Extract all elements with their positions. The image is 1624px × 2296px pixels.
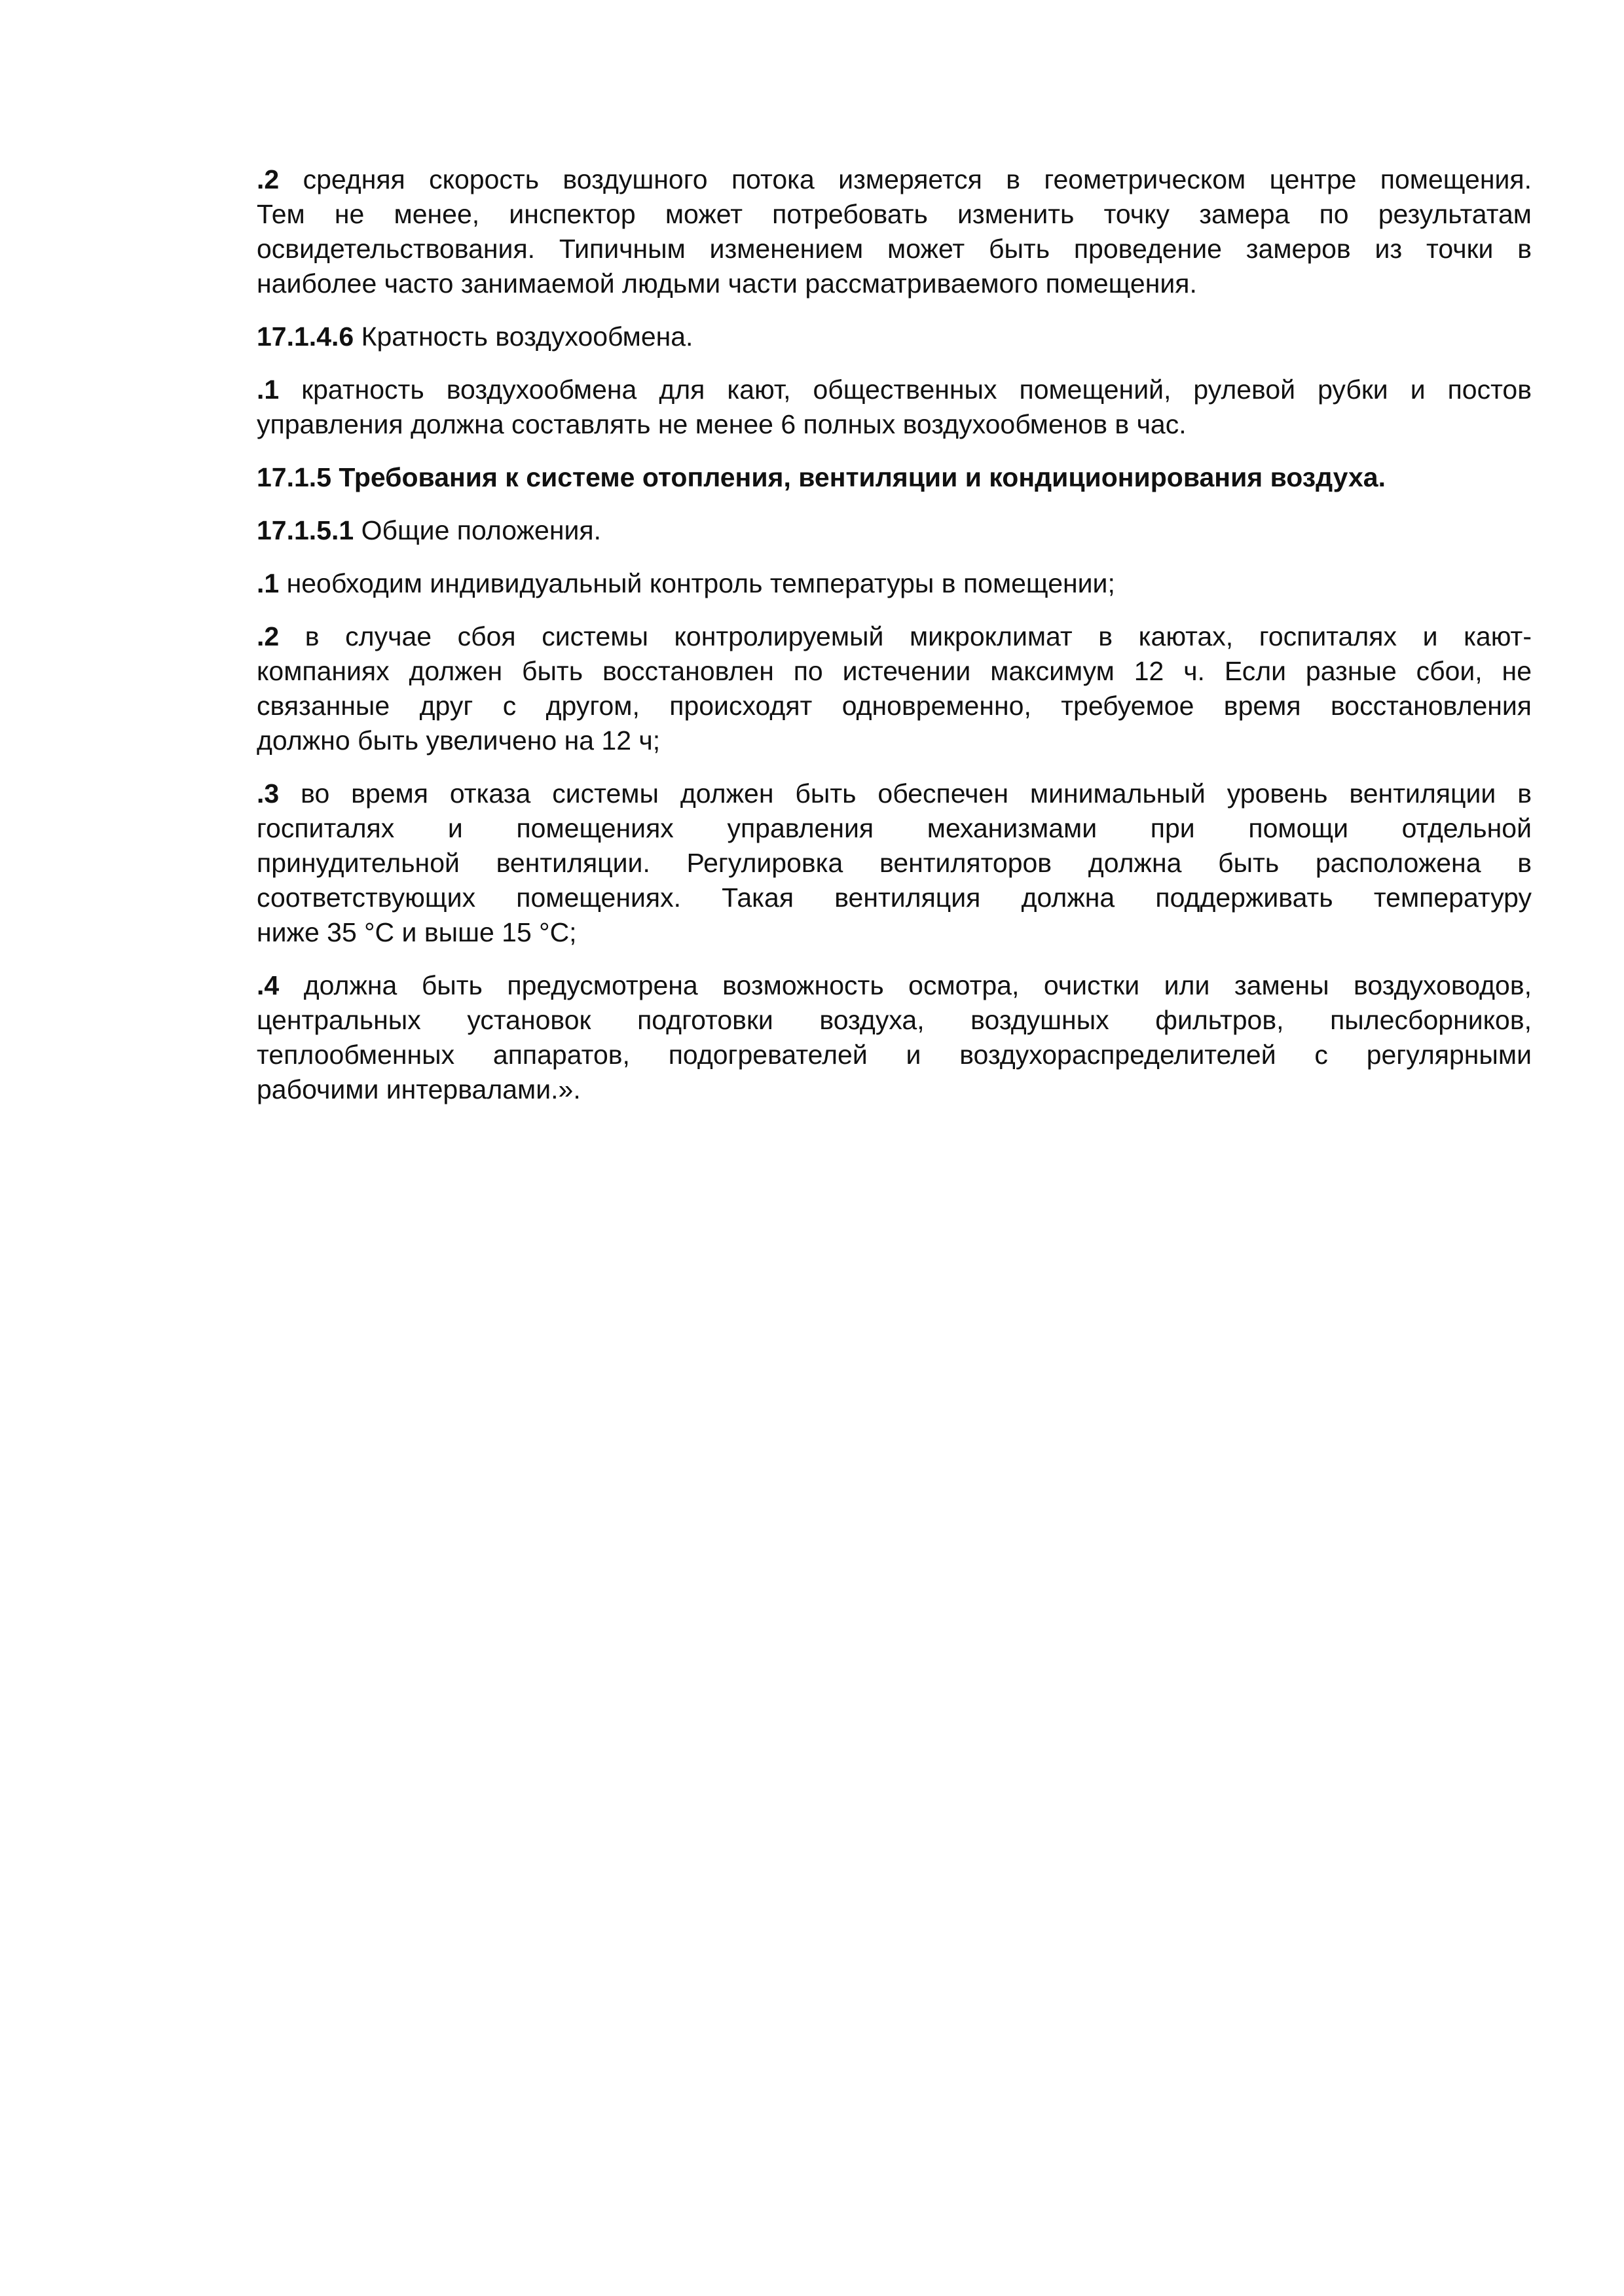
line-text: средняя скорость воздушного потока измеряется в геометрическом центре помещения. bbox=[279, 164, 1532, 194]
text-line bbox=[257, 373, 1532, 407]
text-line bbox=[257, 968, 1532, 1003]
text-line bbox=[257, 776, 1532, 811]
line-text: во время отказа системы должен быть обеспечен минимальный уровень вентиляции в bbox=[279, 778, 1532, 809]
paragraph-air-velocity bbox=[257, 162, 1532, 301]
item-number: .2 bbox=[257, 164, 280, 194]
item-number: .3 bbox=[257, 778, 280, 809]
section-number: 17.1.5.1 bbox=[257, 515, 354, 545]
item-number: .1 bbox=[257, 374, 280, 405]
item-number: .4 bbox=[257, 970, 280, 1000]
section-heading: 17.1.5 Требования к системе отопления, вентиляции и кондиционирования воздуха. bbox=[257, 462, 1386, 492]
text-line: теплообменных аппаратов, подогревателей и воздухораспределителей с регулярными bbox=[257, 1040, 1532, 1070]
paragraph-air-exchange-requirement bbox=[257, 373, 1532, 442]
text-line bbox=[257, 619, 1532, 654]
paragraph-text: Кратность воздухообмена. bbox=[354, 321, 693, 352]
line-text: в случае сбоя системы контролируемый микроклимат в каютах, госпиталях и кают- bbox=[279, 621, 1532, 651]
item-number: .2 bbox=[257, 621, 280, 651]
text-line: соответствующих помещениях. Такая вентиляция должна поддерживать температуру bbox=[257, 883, 1532, 913]
text-line: центральных установок подготовки воздуха, воздушных фильтров, пылесборников, bbox=[257, 1005, 1532, 1035]
text-line bbox=[257, 162, 1532, 197]
paragraph-temperature-control bbox=[257, 566, 1532, 601]
text-line: рабочими интервалами.». bbox=[257, 1074, 581, 1104]
text-line: связанные друг с другом, происходят одновременно, требуемое время восстановления bbox=[257, 691, 1532, 721]
paragraph-general-provisions bbox=[257, 513, 1532, 548]
paragraph-inspection-cleaning bbox=[257, 968, 1532, 1107]
section-number: 17.1.4.6 bbox=[257, 321, 354, 352]
text-line: госпиталях и помещениях управления механизмами при помощи отдельной bbox=[257, 813, 1532, 843]
text-line: наиболее часто занимаемой людьми части рассматриваемого помещения. bbox=[257, 268, 1197, 299]
text-line: управления должна составлять не менее 6 полных воздухообменов в час. bbox=[257, 409, 1187, 439]
paragraph-text: Общие положения. bbox=[354, 515, 601, 545]
paragraph-system-failure-recovery bbox=[257, 619, 1532, 758]
item-number: .1 bbox=[257, 568, 280, 598]
line-text: должна быть предусмотрена возможность осмотра, очистки или замены воздуховодов, bbox=[279, 970, 1532, 1000]
text-line: принудительной вентиляции. Регулировка вентиляторов должна быть расположена в bbox=[257, 848, 1532, 878]
line-text: кратность воздухообмена для кают, общественных помещений, рулевой рубки и постов bbox=[279, 374, 1532, 405]
text-line: компаниях должен быть восстановлен по истечении максимум 12 ч. Если разные сбои, не bbox=[257, 656, 1532, 686]
paragraph-air-exchange-rate bbox=[257, 319, 1532, 354]
document-body bbox=[257, 162, 1532, 1125]
text-line: освидетельствования. Типичным изменением может быть проведение замеров из точки в bbox=[257, 234, 1532, 264]
text-line: ниже 35 °С и выше 15 °С; bbox=[257, 917, 577, 947]
paragraph-minimum-ventilation bbox=[257, 776, 1532, 950]
text-line: должно быть увеличено на 12 ч; bbox=[257, 725, 661, 756]
text-line: Тем не менее, инспектор может потребовать изменить точку замера по результатам bbox=[257, 199, 1532, 229]
paragraph-text: необходим индивидуальный контроль температуры в помещении; bbox=[279, 568, 1115, 598]
